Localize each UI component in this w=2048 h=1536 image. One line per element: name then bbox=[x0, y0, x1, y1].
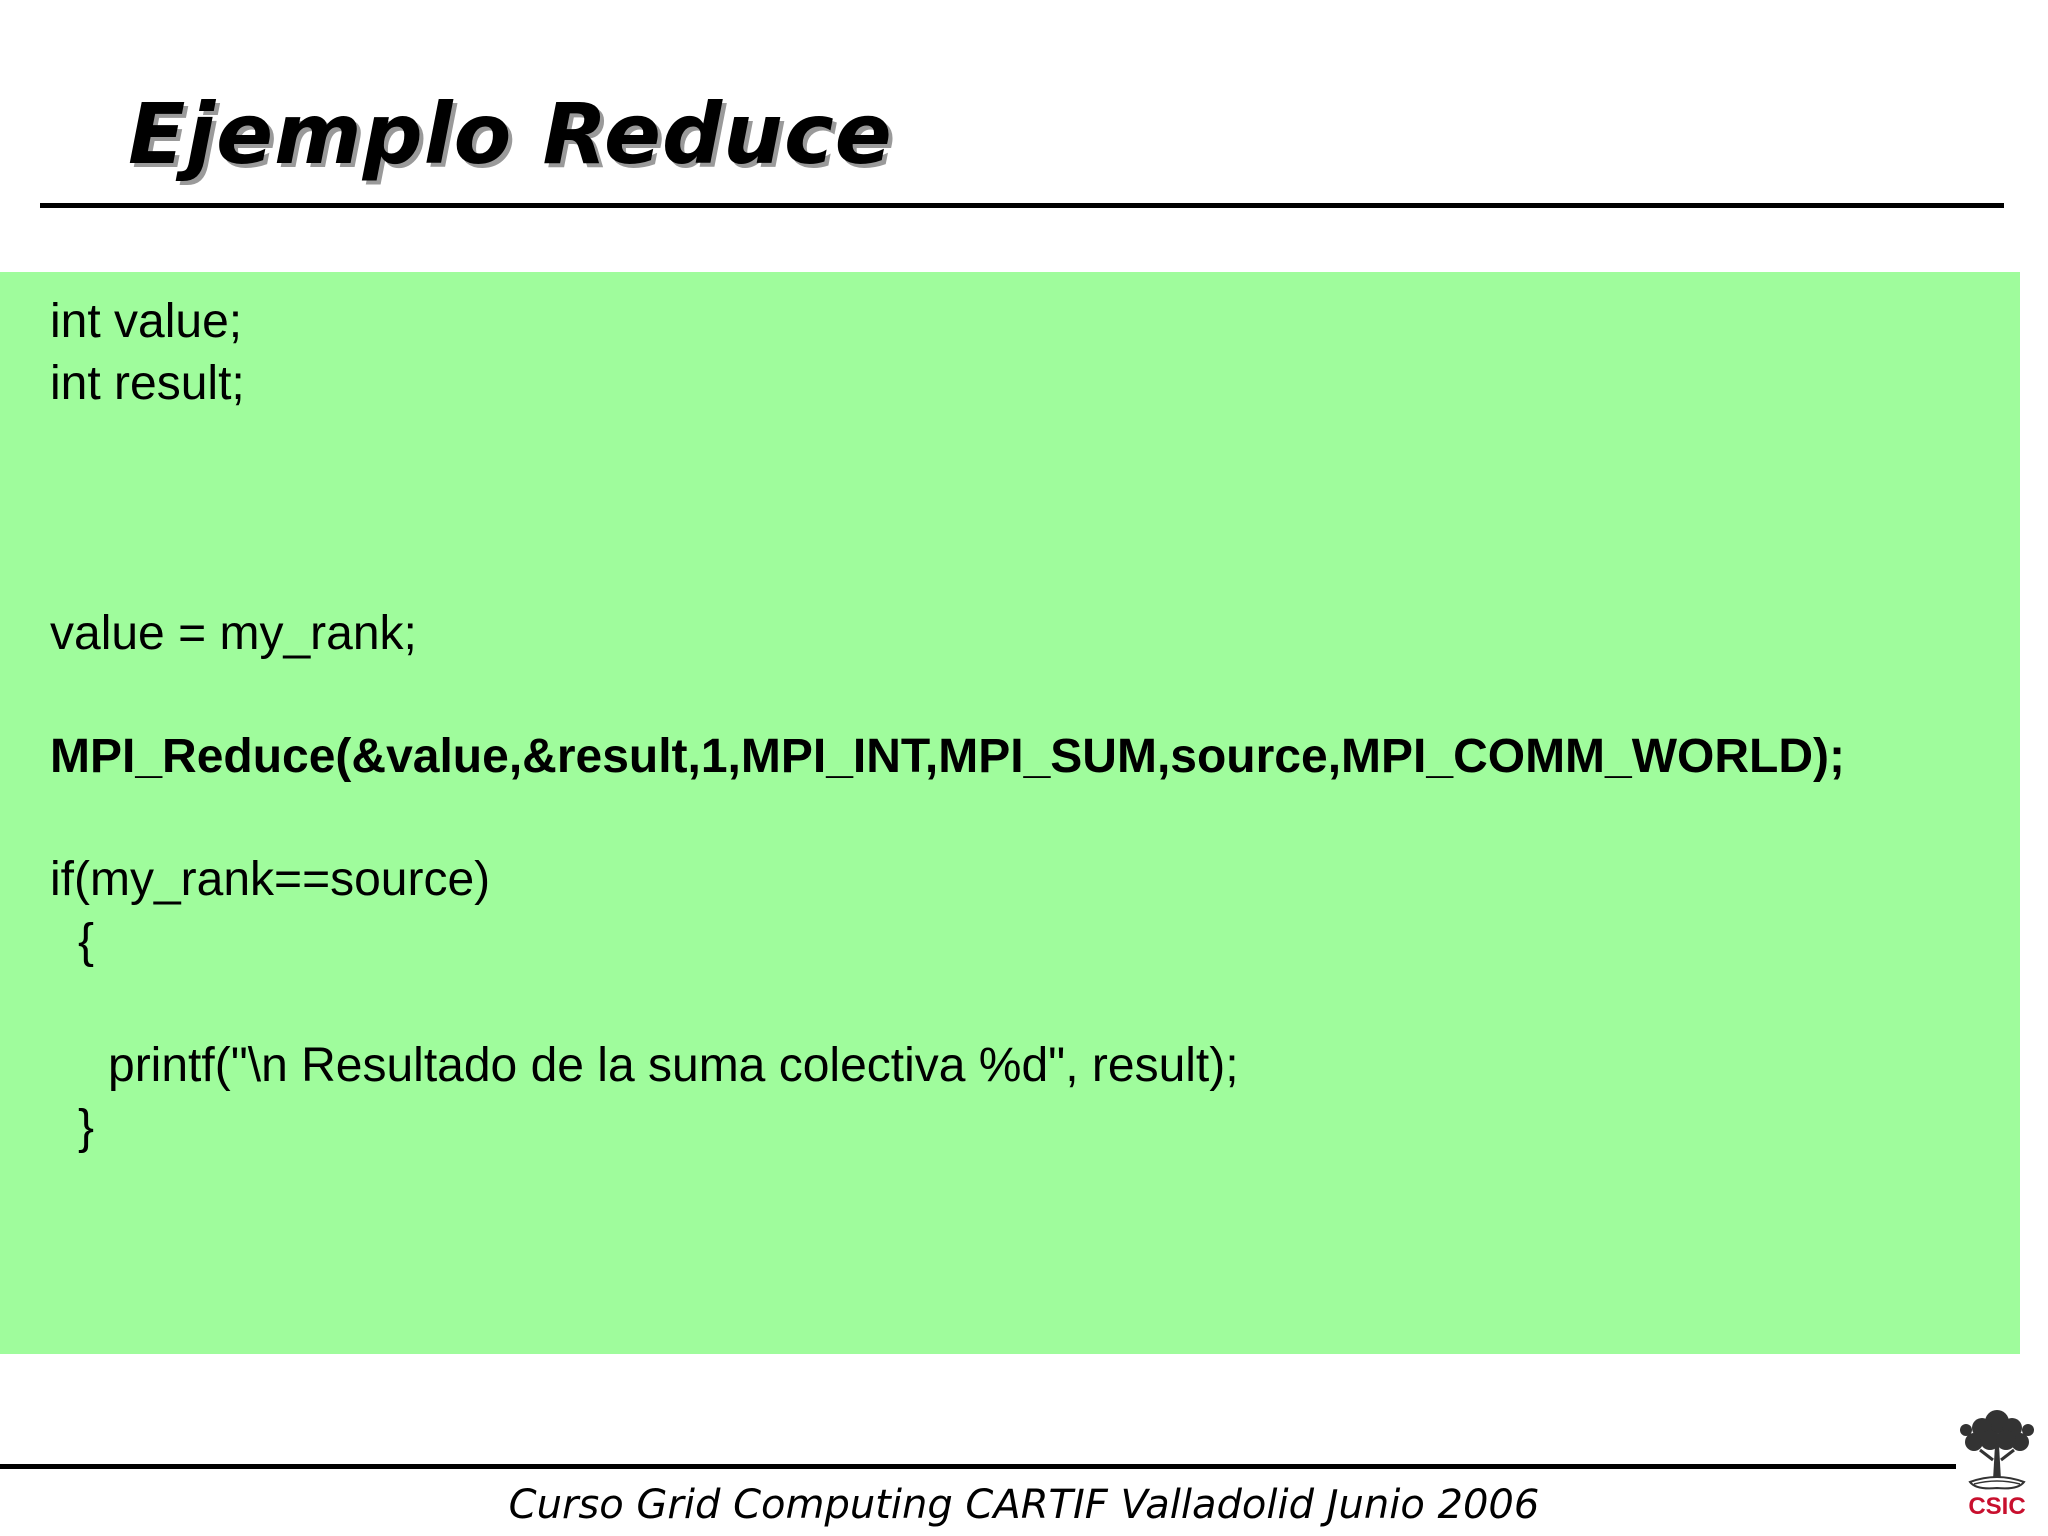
slide-title: Ejemplo Reduce bbox=[128, 85, 893, 183]
code-line-printf: printf("\n Resultado de la suma colectiva %d", result); bbox=[108, 1039, 1239, 1092]
code-block bbox=[0, 272, 2020, 1354]
csic-logo-text: CSIC bbox=[1968, 1493, 2026, 1520]
slide-footer: Curso Grid Computing CARTIF Valladolid Junio 2006 bbox=[508, 1482, 1540, 1528]
code-line-close-brace: } bbox=[78, 1101, 95, 1154]
code-line-declare-value: int value; bbox=[50, 295, 243, 348]
code-line-mpi-reduce: MPI_Reduce(&value,&result,1,MPI_INT,MPI_SUM,source,MPI_COMM_WORLD); bbox=[50, 730, 1845, 783]
code-line-open-brace: { bbox=[78, 915, 95, 968]
footer-divider bbox=[0, 1464, 1956, 1469]
code-line-assign-value: value = my_rank; bbox=[50, 607, 417, 660]
title-divider bbox=[40, 203, 2004, 208]
code-line-if-condition: if(my_rank==source) bbox=[50, 853, 491, 906]
code-line-declare-result: int result; bbox=[50, 357, 245, 410]
